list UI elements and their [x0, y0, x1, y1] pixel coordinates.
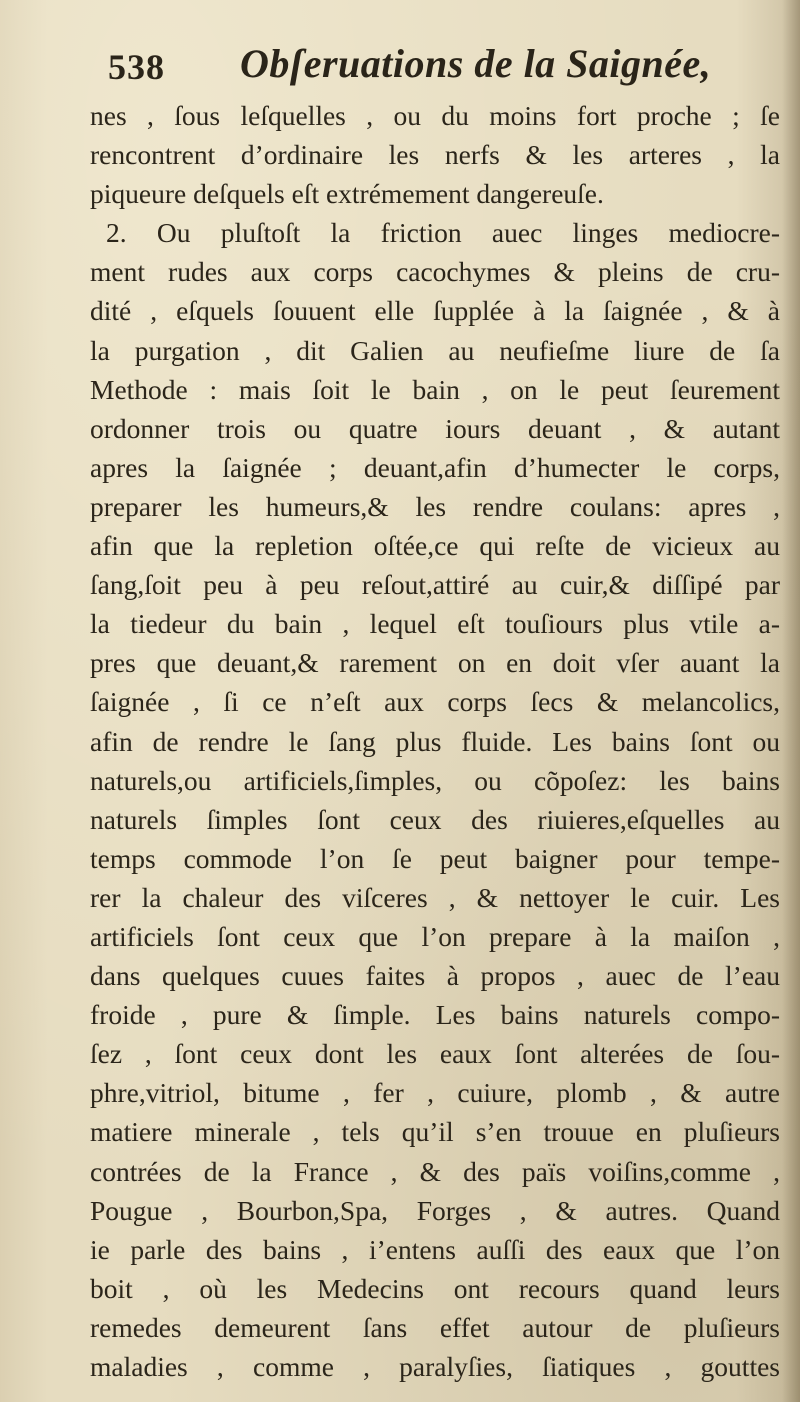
body-text: [90, 96, 780, 1386]
text-line: Pougue , Bourbon,Spa, Forges , & autres. Quand: [90, 1194, 780, 1226]
text-line: 2. Ou pluſtoſt la friction auec linges mediocre-: [106, 217, 780, 249]
text-line: temps commode l’on ſe peut baigner pour tempe-: [90, 842, 780, 874]
text-line: ſez , ſont ceux dont les eaux ſont alterées de ſou-: [90, 1038, 780, 1070]
text-line: phre,vitriol, bitume , fer , cuiure, plomb , & autre: [90, 1077, 780, 1109]
text-line: naturels ſimples ſont ceux des riuieres,eſquelles au: [90, 803, 780, 835]
spine-shadow: [782, 0, 800, 1402]
text-line: la tiedeur du bain , lequel eſt touſiours plus vtile a-: [90, 608, 780, 640]
text-line: la purgation , dit Galien au neufieſme liure de ſa: [90, 334, 780, 366]
text-line: artificiels ſont ceux que l’on prepare à la maiſon ,: [90, 920, 780, 952]
text-line: remedes demeurent ſans effet autour de pluſieurs: [90, 1311, 780, 1343]
text-line: nes , ſous leſquelles , ou du moins fort proche ; ſe: [90, 100, 780, 131]
page-number: 538: [108, 47, 165, 87]
text-line: boit , où les Medecins ont recours quand leurs: [90, 1272, 780, 1304]
text-line: preparer les humeurs,& les rendre coulans: apres ,: [90, 490, 780, 522]
page-header: [100, 40, 760, 100]
running-title: Obſeruations de la Saignée,: [240, 41, 712, 86]
text-line: piqueure deſquels eſt extrémement dangereuſe.: [90, 178, 604, 210]
text-line: ie parle des bains , i’entens auſſi des eaux que l’on: [90, 1233, 780, 1265]
text-line: afin que la repletion oſtée,ce qui reſte de vicieux au: [90, 530, 780, 562]
text-line: contrées de la France , & des païs voiſins,comme ,: [90, 1155, 780, 1187]
text-line: matiere minerale , tels qu’il s’en trouue en pluſieurs: [90, 1116, 780, 1148]
text-line: rencontrent d’ordinaire les nerfs & les arteres , la: [90, 139, 780, 171]
text-line: ſaignée , ſi ce n’eſt aux corps ſecs & melancolics,: [90, 686, 780, 718]
text-line: froide , pure & ſimple. Les bains naturels compo-: [90, 999, 780, 1031]
text-line: ordonner trois ou quatre iours deuant , & autant: [90, 412, 780, 444]
text-line: dité , eſquels ſouuent elle ſupplée à la ſaignée , & à: [90, 295, 780, 327]
text-line: pres que deuant,& rarement on en doit vſer auant la: [90, 647, 780, 679]
text-line: ſang,ſoit peu à peu reſout,attiré au cuir,& diſſipé par: [90, 569, 780, 601]
text-line: rer la chaleur des viſceres , & nettoyer le cuir. Les: [90, 881, 780, 913]
text-line: apres la ſaignée ; deuant,afin d’humecter le corps,: [90, 451, 780, 483]
text-line: ment rudes aux corps cacochymes & pleins de cru-: [90, 256, 780, 288]
text-line: afin de rendre le ſang plus fluide. Les bains ſont ou: [90, 725, 780, 757]
text-line: naturels,ou artificiels,ſimples, ou cõpoſez: les bains: [90, 764, 780, 796]
text-line: maladies , comme , paralyſies, ſiatiques , gouttes: [90, 1351, 780, 1382]
text-line: Methode : mais ſoit le bain , on le peut ſeurement: [90, 373, 780, 405]
text-line: dans quelques cuues faites à propos , auec de l’eau: [90, 960, 780, 992]
